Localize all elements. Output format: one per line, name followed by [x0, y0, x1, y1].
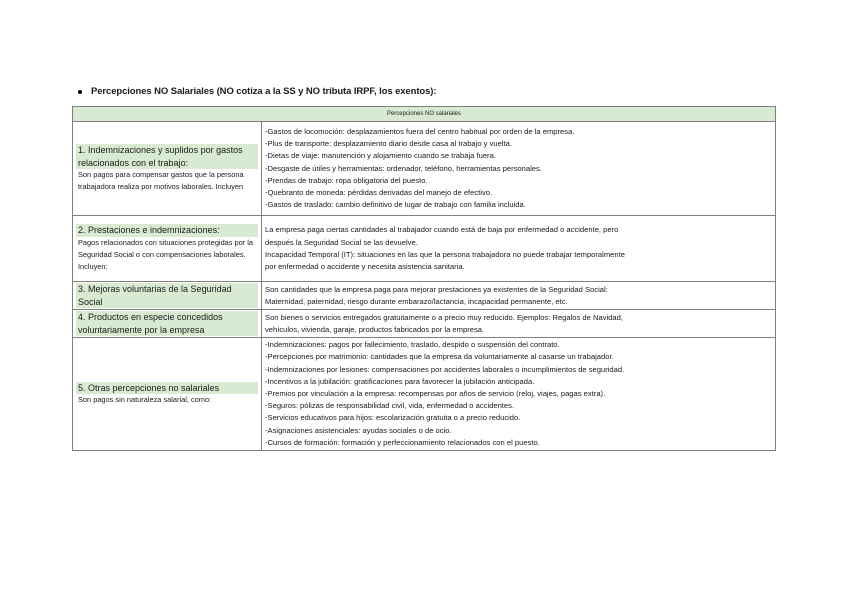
row-label-cell — [73, 216, 262, 282]
content-line: -Gastos de traslado: cambio definitivo de lugar de trabajo con familia incluida. — [265, 200, 526, 210]
row-label-cell — [73, 310, 262, 338]
content-line: -Gastos de locomoción: desplazamientos fuera del centro habitual por orden de la empresa. — [265, 126, 575, 136]
table-row — [73, 282, 776, 310]
content-line: vehículos, vivienda, garaje, productos fabricados por la empresa. — [265, 324, 485, 334]
content-line: Incapacidad Temporal (IT): situaciones en las que la persona trabajadora no puede trabajar temporalmente — [265, 249, 625, 259]
row-title: 1. Indemnizaciones y suplidos por gastos relacionados con el trabajo: — [76, 144, 258, 169]
content-line: -Seguros: pólizas de responsabilidad civil, vida, enfermedad o accidentes. — [265, 401, 515, 411]
content-line: -Quebranto de moneda: pérdidas derivadas del manejo de efectivo. — [265, 188, 493, 197]
content-line: Son cantidades que la empresa paga para mejorar prestaciones ya existentes de la Seguridad Social: — [265, 284, 608, 294]
content-line: -Percepciones por matrimonio: cantidades que la empresa da voluntariamente al casarse un trabajador. — [265, 352, 614, 362]
row-content-cell — [262, 310, 776, 338]
row-title: 4. Productos en especie concedidos voluntariamente por la empresa — [76, 311, 258, 336]
table-row — [73, 216, 776, 282]
bullet-icon — [78, 90, 82, 94]
row-label-cell — [73, 338, 262, 451]
section-heading — [78, 86, 436, 97]
row-label-cell — [73, 122, 262, 216]
content-line: después la Seguridad Social se las devuelve. — [265, 237, 418, 247]
row-content-cell — [262, 122, 776, 216]
row-content-cell — [262, 282, 776, 310]
row-content-cell — [262, 216, 776, 282]
table-row — [73, 310, 776, 338]
content-line: -Prendas de trabajo: ropa obligatoria del puesto. — [265, 175, 428, 185]
table-caption-row — [73, 107, 776, 122]
content-line: La empresa paga ciertas cantidades al trabajador cuando está de baja por enfermedad o accidente, pero — [265, 225, 619, 235]
content-line: -Dietas de viaje: manutención y alojamiento cuando se trabaja fuera. — [265, 151, 496, 161]
content-line: -Desgaste de útiles y herramientas: ordenador, teléfono, herramientas personales. — [265, 163, 542, 173]
table-caption: Percepciones NO salariales — [73, 107, 776, 122]
content-line: -Asignaciones asistenciales: ayudas sociales o de ocio. — [265, 425, 452, 435]
row-content-cell — [262, 338, 776, 451]
row-description: Son pagos sin naturaleza salarial, como: — [78, 395, 212, 405]
non-salary-table — [72, 106, 776, 451]
table-row — [73, 122, 776, 216]
section-heading-text: Percepciones NO Salariales (NO cotiza a la SS y NO tributa IRPF, los exentos): — [91, 86, 437, 97]
row-label-cell — [73, 282, 262, 310]
content-line: Maternidad, paternidad, riesgo durante embarazo/lactancia, incapacidad permanente, etc. — [265, 296, 568, 306]
content-line: Son bienes o servicios entregados gratuitamente o a precio muy reducido. Ejemplos: Regalos de Navidad, — [265, 312, 623, 322]
content-line: -Premios por vinculación a la empresa: recompensas por años de servicio (reloj, viajes, pagas extra). — [265, 389, 606, 399]
row-title: 3. Mejoras voluntarias de la Seguridad Social — [76, 283, 258, 308]
content-line: -Servicios educativos para hijos: escolarización gratuita o a precio reducido. — [265, 413, 521, 423]
table-row — [73, 338, 776, 451]
row-description: Son pagos para compensar gastos que la persona trabajadora realiza por motivos laborales. Incluyen — [78, 170, 244, 192]
row-title: 5. Otras percepciones no salariales — [76, 382, 258, 395]
content-line: por enfermedad o accidente y necesita asistencia sanitaria. — [265, 261, 465, 271]
row-title: 2. Prestaciones e indemnizaciones: — [76, 224, 258, 237]
content-line: -Cursos de formación: formación y perfeccionamiento relacionados con el puesto. — [265, 437, 540, 447]
content-line: -Indemnizaciones por lesiones: compensaciones por accidentes laborales o incumplimientos de seguridad. — [265, 364, 625, 374]
content-line: -Indemnizaciones: pagos por fallecimiento, traslado, despido o suspensión del contrato. — [265, 340, 560, 350]
content-line: -Plus de transporte: desplazamiento diario desde casa al trabajo y vuelta. — [265, 139, 512, 149]
row-description: Pagos relacionados con situaciones protegidas por la Seguridad Social o con compensaciones laborales. Incluyen: — [78, 237, 254, 272]
content-line: -Incentivos a la jubilación: gratificaciones para favorecer la jubilación anticipada. — [265, 376, 535, 386]
